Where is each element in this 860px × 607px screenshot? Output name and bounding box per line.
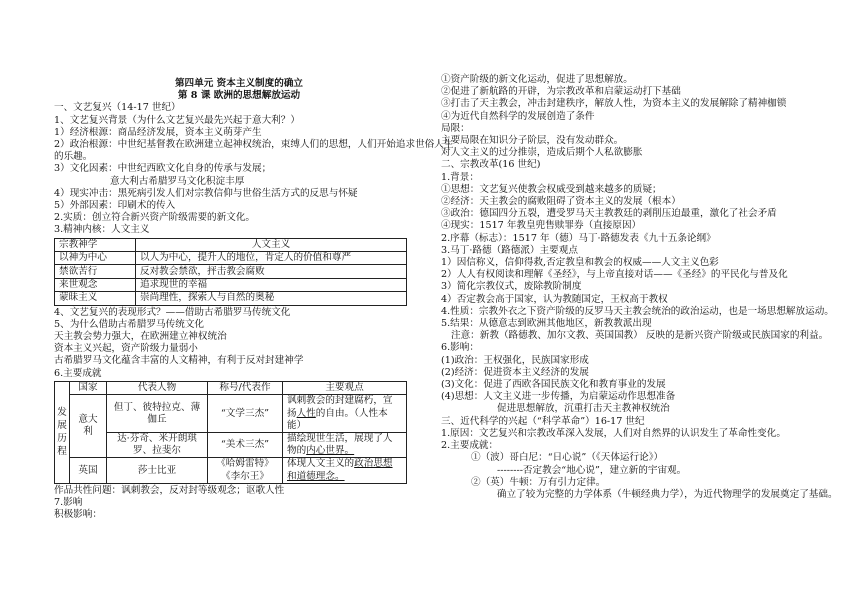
view-text: 的自由。（人性本能） [287,407,388,431]
view-underlined: 内心世界。 [306,445,355,457]
table-cell: 英国 [70,458,107,483]
section-heading: 一、文艺复兴（14-17 世纪） [54,102,181,114]
text-line: 5.结果：从德意志到欧洲其他地区，新教教派出现 [441,318,652,330]
text-line: 局限： [441,122,470,134]
table-cell: 来世观念 [55,278,136,291]
text-line: --------否定教会“地心说”，建立新的宇宙观。 [497,464,687,476]
text-line: 2.主要成就： [441,440,499,452]
text-line: 1）因信称义，信仰得救,否定教皇和教会的权威——人文主义色彩 [441,257,719,269]
text-line: (4)思想：人文主义进一步传播，为启蒙运动作思想准备 [441,391,676,403]
text-line: ①（波）哥白尼：“日心说”（《天体运行论》） [471,452,664,464]
view-text: 体现人文主义的 [287,458,355,470]
text-line: 作品共性问题：讽刺教会，反对封等级观念；讴歌人性 [54,484,285,496]
text-line: 的乐趣。 [54,151,93,163]
table-cell: “文学三杰” [208,395,283,433]
text-line: 天主教会势力强大，在欧洲建立神权统治 [54,331,227,342]
text-line: 2.序幕（标志）：1517 年（德）马丁·路德发表《九十五条论纲》 [441,232,716,244]
text-line: 4）现实冲击：黑死病引发人们对宗教信仰与世俗生活方式的反思与怀疑 [54,187,358,199]
table-header-cell: 称号/代表作 [208,381,283,395]
table-cell: 反对教会禁欲，抨击教会腐败 [136,265,407,278]
table-row [55,238,407,251]
text-line: 主要局限在知识分子阶层，没有发动群众。 [441,135,624,147]
table-cell: 蒙昧主义 [55,292,136,305]
text-line: 3）简化宗教仪式，废除教阶制度 [441,281,582,293]
table-row [55,292,407,305]
text-line: 7.影响 [54,497,83,509]
text-line: 确立了较为完整的力学体系（牛顿经典力学），为近代物理学的发展奠定了基础。 [497,488,838,500]
table-cell [283,395,407,433]
table-row [55,278,407,291]
left-column [54,78,454,521]
table-cell: 达·芬奇、米开朗琪罗、拉斐尔 [107,433,208,458]
text-line: 对人文主义的过分推崇，造成后期个人私欲膨胀 [441,147,643,159]
text-line: ②经济：天主教会的腐败阻碍了资本主义的发展（根本） [441,196,681,208]
text-line: ③政治：德国四分五裂，遭受罗马天主教教廷的剥削压迫最重，激化了社会矛盾 [441,208,777,220]
lesson-title: 第 8 课 欧洲的思想解放运动 [177,90,301,102]
text-line: 4）否定教会高于国家，认为教随国定，王权高于教权 [441,293,668,305]
text-line: ②促进了新航路的开辟，为宗教改革和启蒙运动打下基础 [441,86,681,98]
text-line: ④现实：1517 年教皇兜售赎罪券（直接原因） [441,220,642,232]
text-line: 4、文艺复兴的表现形式？——借助古希腊罗马传统文化 [54,306,291,318]
table-cell [283,433,407,458]
text-line: ①思想：文艺复兴使教会权威受到越来越多的质疑； [441,183,662,195]
text-line: 4.性质：宗教外衣之下资产阶级的反罗马天主教会统治的政治运动，也是一场思想解放运动。 [441,305,834,317]
view-underlined: 人性 [296,407,316,419]
text-line: 资本主义兴起，资产阶级力量弱小 [54,343,198,355]
table-row [55,265,407,278]
text-line: 注意：新教（路德教、加尔文教、英国国教） 反映的是新兴资产阶级或民族国家的利益。 [451,330,829,342]
text-line: 2.实质：创立符合新兴资产阶级需要的新文化。 [54,212,256,224]
text-line: 1）经济根源：商品经济发展，资本主义萌芽产生 [54,126,262,138]
text-line: 5）外部因素：印刷术的传入 [54,200,176,212]
text-line: 6.主要成就 [54,367,102,379]
view-text: 描绘现世生活，展现了人物的 [287,433,393,457]
text-line: 1.原因：文艺复兴和宗教改革深入发展，人们对自然界的认识发生了革命性变化。 [441,427,786,439]
text-line: 3.马丁·路德（路德派）主要观点 [441,244,578,256]
text-line: 3.精神内核：人文主义 [54,224,150,236]
text-line: 意大利古希腊罗马文化积淀丰厚 [110,175,245,187]
table-cell: 莎士比亚 [107,458,208,483]
text-line: (2)经济：促进资本主义经济的发展 [441,366,589,378]
spirit-comparison-table [54,238,407,306]
table-row [55,381,407,395]
text-line: 5、为什么借助古希腊罗马传统文化 [54,318,205,330]
table-header-cell: 人文主义 [136,238,407,251]
table-row [55,433,407,458]
unit-title: 第四单元 资本主义制度的确立 [174,78,304,89]
table-header-cell: 代表人物 [107,381,208,395]
text-line: 1、文艺复兴背景（为什么文艺复兴最先兴起于意大利？） [54,114,300,126]
text-line: 6.影响： [441,342,479,354]
table-row [55,252,407,265]
section-heading: 三、近代科学的兴起（“科学革命”）16-17 世纪 [441,415,645,427]
achievements-table [54,381,407,484]
table-cell: 《哈姆雷特》《李尔王》 [208,458,283,483]
side-label: 发展历程 [55,381,70,483]
text-line: 积极影响： [54,509,102,521]
right-column [441,74,838,501]
text-line: 2）政治根源：中世纪基督教在欧洲建立起神权统治，束缚人们的思想，人们开始追求世俗人生 [54,139,454,151]
table-cell: 但丁、彼特拉克、薄伽丘 [107,395,208,433]
table-header-cell: 主要观点 [283,381,407,395]
text-line: 古希腊罗马文化蕴含丰富的人文精神，有利于反对封建神学 [54,355,304,367]
text-line: ②（英）牛顿：万有引力定律。 [471,476,606,488]
text-line: ③打击了天主教会，冲击封建秩序，解放人性，为资本主义的发展解除了精神枷锁 [441,98,787,110]
text-line: 1.背景： [441,171,479,183]
table-cell: 意大利 [70,395,107,458]
table-header-cell: 国家 [70,381,107,395]
table-cell: 禁欲苦行 [55,265,136,278]
table-cell: 崇尚理性，探索人与自然的奥秘 [136,292,407,305]
text-line: 2）人人有权阅读和理解《圣经》，与上帝直接对话——《圣经》的平民化与普及化 [441,269,788,281]
text-line: (1)政治：王权强化，民族国家形成 [441,354,589,366]
view-text: 讽刺教会的封建腐朽，宣扬 [287,395,393,419]
table-row [55,395,407,433]
text-line: (3)文化：促进了西欧各国民族文化和教育事业的发展 [441,379,666,391]
text-line: 3）文化因素：中世纪西欧文化自身的传承与发展； [54,163,272,175]
text-line: ④为近代自然科学的发展创造了条件 [441,110,595,122]
table-cell: “美术三杰” [208,433,283,458]
view-underlined: 政治思想和道德理念。 [287,458,393,482]
table-cell: 以人为中心，提升人的地位，肯定人的价值和尊严 [136,252,407,265]
section-heading: 二、宗教改革(16 世纪) [441,159,541,171]
table-cell: 追求现世的幸福 [136,278,407,291]
table-cell: 以神为中心 [55,252,136,265]
text-line: ①资产阶级的新文化运动，促进了思想解放。 [441,74,633,85]
table-header-cell: 宗教神学 [55,238,136,251]
table-row [55,458,407,483]
text-line: 促进思想解放，沉重打击天主教神权统治 [497,403,670,415]
table-cell [283,458,407,483]
